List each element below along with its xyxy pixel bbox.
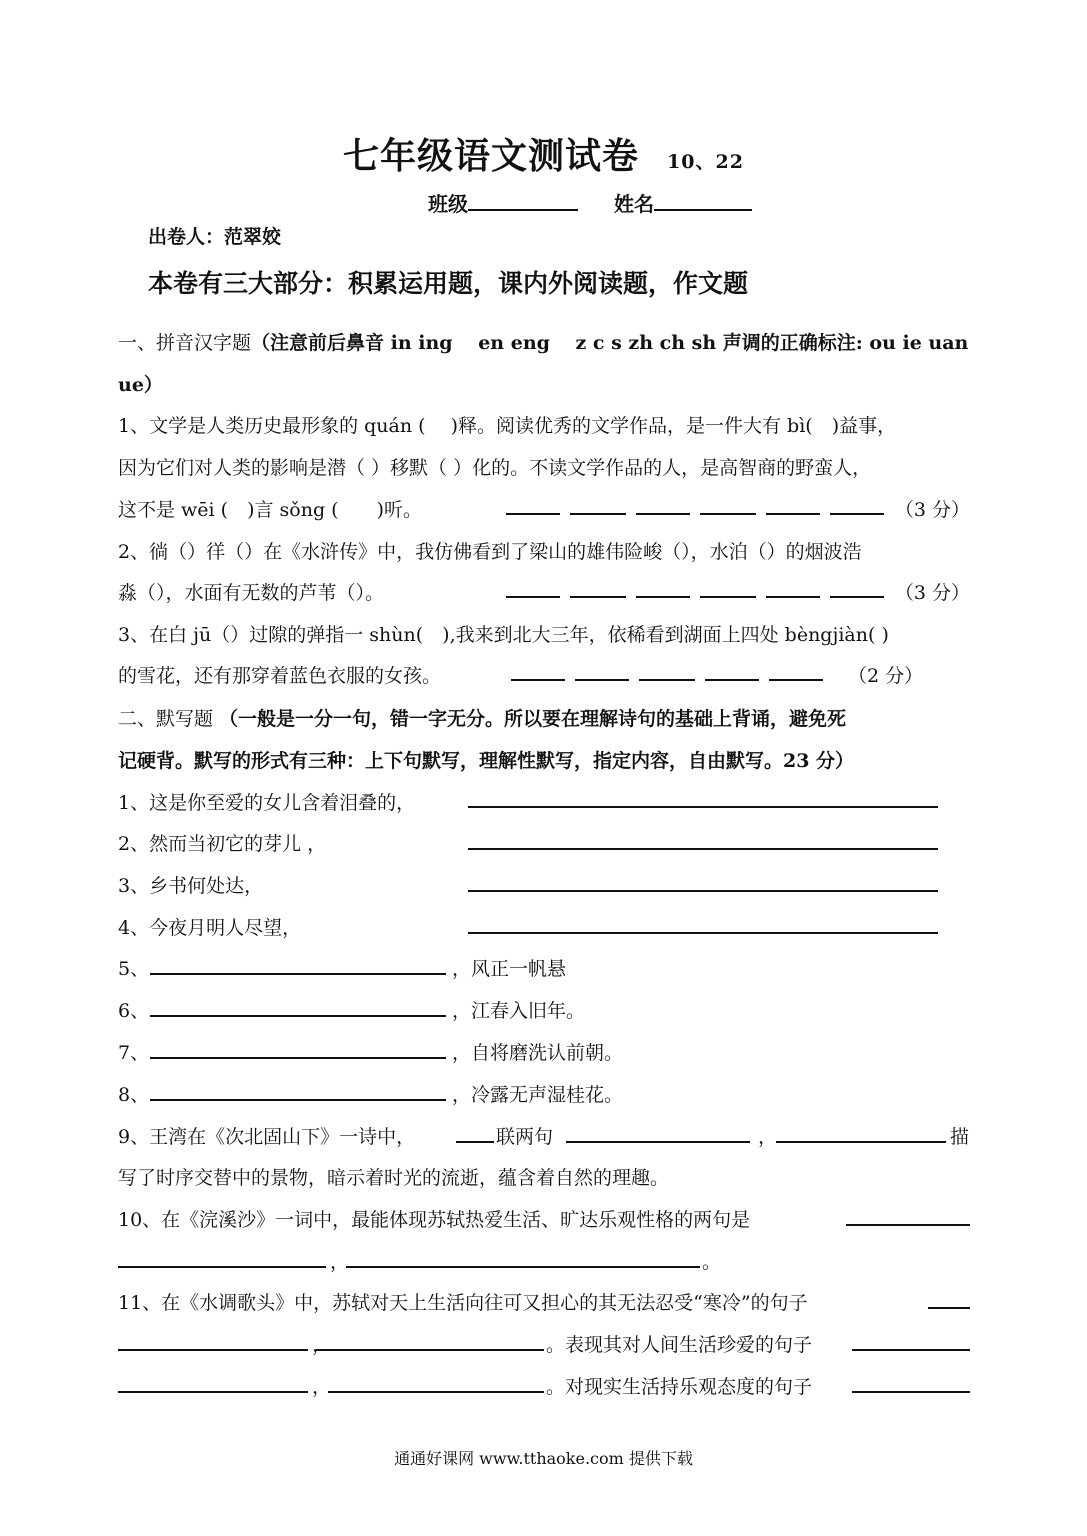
q2-answer-blanks[interactable] bbox=[506, 578, 894, 603]
recite-text-6: ，江春入旧年。 bbox=[452, 1000, 586, 1022]
q11-blank-7[interactable] bbox=[852, 1391, 970, 1393]
q11-blank-1[interactable] bbox=[928, 1307, 970, 1309]
intro-line: 本卷有三大部分：积累运用题，课内外阅读题，作文题 bbox=[148, 269, 749, 298]
q9-line2: 写了时序交替中的景物，暗示着时光的流逝，蕴含着自然的理趣。 bbox=[118, 1167, 670, 1189]
q10-blank-3[interactable] bbox=[346, 1266, 700, 1268]
q1-line3-text: 这不是 wēi ( )言 sǒng ( )听。 bbox=[118, 499, 422, 521]
q11-mid1: 。表现其对人间生活珍爱的句子 bbox=[546, 1334, 813, 1356]
q3-answer-blanks[interactable] bbox=[511, 661, 833, 686]
section1-heading-plain: 一、拼音汉字题 bbox=[118, 332, 252, 354]
q2-line2 bbox=[118, 578, 970, 605]
q1-line1: 1、文学是人类历史最形象的 quán ( )释。阅读优秀的文学作品，是一件大有 bì( )益事， bbox=[118, 415, 897, 437]
q3-line2 bbox=[118, 661, 970, 688]
class-label: 班级 bbox=[428, 192, 468, 216]
q11-blank-2[interactable] bbox=[118, 1349, 308, 1351]
recite-blank-3[interactable] bbox=[468, 890, 938, 892]
recite-item-8: 8、 bbox=[118, 1084, 150, 1106]
recite-blank-7[interactable] bbox=[150, 1057, 446, 1059]
q1-line3 bbox=[118, 495, 970, 522]
q9-a: 9、王湾在《次北固山下》一诗中， bbox=[118, 1126, 416, 1148]
q11-blank-5[interactable] bbox=[118, 1391, 308, 1393]
q3-line2-text: 的雪花，还有那穿着蓝色衣服的女孩。 bbox=[118, 665, 442, 687]
exam-date: 10、22 bbox=[667, 151, 744, 173]
q11-sep-2: ， bbox=[312, 1376, 332, 1398]
name-label: 姓名 bbox=[614, 192, 654, 216]
q9-blank-1[interactable] bbox=[456, 1141, 494, 1143]
q10-blank-2[interactable] bbox=[118, 1266, 326, 1268]
q11-mid2: 。对现实生活持乐观态度的句子 bbox=[546, 1376, 813, 1398]
recite-blank-5[interactable] bbox=[150, 973, 446, 975]
recite-item-3: 3、乡书何处达， bbox=[118, 875, 264, 897]
q11-line1: 11、在《水调歌头》中，苏轼对天上生活向往可又担心的其无法忍受“寒冷”的句子 bbox=[118, 1292, 808, 1314]
q9-blank-2[interactable] bbox=[566, 1141, 750, 1143]
section2-heading-plain: 二、默写题 bbox=[118, 708, 220, 730]
recite-blank-4[interactable] bbox=[468, 932, 938, 934]
page-title bbox=[0, 128, 1087, 179]
q10-line1: 10、在《浣溪沙》一词中，最能体现苏轼热爱生活、旷达乐观性格的两句是 bbox=[118, 1209, 751, 1231]
recite-item-4: 4、今夜月明人尽望， bbox=[118, 917, 302, 939]
recite-item-7: 7、 bbox=[118, 1042, 150, 1064]
recite-blank-1[interactable] bbox=[468, 806, 938, 808]
section1-heading-bold: （注意前后鼻音 in ing en eng z c s zh ch sh 声调的正确标注: ou ie uan bbox=[251, 332, 969, 354]
q11-blank-3[interactable] bbox=[316, 1349, 544, 1351]
q2-score: （3 分） bbox=[894, 582, 970, 604]
recite-text-5: ，风正一帆悬 bbox=[452, 958, 567, 980]
q1-line2: 因为它们对人类的影响是潜（ ）移默（ ）化的。不读文学作品的人，是高智商的野蛮人， bbox=[118, 457, 872, 479]
recite-item-6: 6、 bbox=[118, 1000, 150, 1022]
q1-score: （3 分） bbox=[894, 499, 970, 521]
q9-c: ， bbox=[758, 1126, 778, 1148]
recite-item-2: 2、然而当初它的芽儿 ， bbox=[118, 833, 327, 855]
section2-heading-cont: 记硬背。默写的形式有三种：上下句默写，理解性默写，指定内容，自由默写。23 分） bbox=[118, 750, 855, 772]
q3-score: （2 分） bbox=[848, 665, 924, 687]
section1-heading-cont: ue） bbox=[118, 374, 163, 396]
q11-blank-4[interactable] bbox=[852, 1349, 970, 1351]
q9-d: 描 bbox=[950, 1126, 970, 1148]
q11-sep-1: ， bbox=[312, 1334, 332, 1356]
author-line: 出卷人：范翠姣 bbox=[148, 226, 282, 248]
section1-heading bbox=[118, 328, 970, 355]
q10-sep: ， bbox=[330, 1251, 350, 1273]
footer-text: 通通好课网 www.tthaoke.com 提供下载 bbox=[394, 1449, 693, 1468]
q9-b: 联两句 bbox=[496, 1126, 554, 1148]
q3-line1: 3、在白 jū（）过隙的弹指一 shùn( ),我来到北大三年，依稀看到湖面上四处 bèngjiàn( ) bbox=[118, 624, 889, 646]
class-blank[interactable] bbox=[468, 191, 578, 211]
q2-line1: 2、徜（）徉（）在《水浒传》中，我仿佛看到了梁山的雄伟险峻（），水泊（）的烟波浩 bbox=[118, 541, 862, 563]
q10-end: 。 bbox=[702, 1251, 722, 1273]
recite-item-1: 1、这是你至爱的女儿含着泪叠的， bbox=[118, 792, 416, 814]
q11-blank-6[interactable] bbox=[328, 1391, 544, 1393]
name-field[interactable] bbox=[614, 188, 752, 217]
name-blank[interactable] bbox=[654, 191, 752, 211]
recite-blank-8[interactable] bbox=[150, 1099, 446, 1101]
recite-text-8: ，冷露无声湿桂花。 bbox=[452, 1084, 624, 1106]
recite-blank-2[interactable] bbox=[468, 848, 938, 850]
q2-line2-text: 淼（），水面有无数的芦苇（）。 bbox=[118, 582, 385, 604]
title-text: 七年级语文测试卷 bbox=[343, 135, 640, 177]
section2-heading-bold: （一般是一分一句，错一字无分。所以要在理解诗句的基础上背诵，避免死 bbox=[219, 708, 847, 730]
class-field[interactable] bbox=[428, 188, 578, 217]
recite-blank-6[interactable] bbox=[150, 1015, 446, 1017]
section2-heading bbox=[118, 704, 970, 731]
q1-answer-blanks[interactable] bbox=[506, 495, 894, 520]
q9-blank-3[interactable] bbox=[776, 1141, 946, 1143]
q10-blank-1[interactable] bbox=[846, 1224, 970, 1226]
recite-text-7: ，自将磨洗认前朝。 bbox=[452, 1042, 624, 1064]
recite-item-5: 5、 bbox=[118, 958, 150, 980]
